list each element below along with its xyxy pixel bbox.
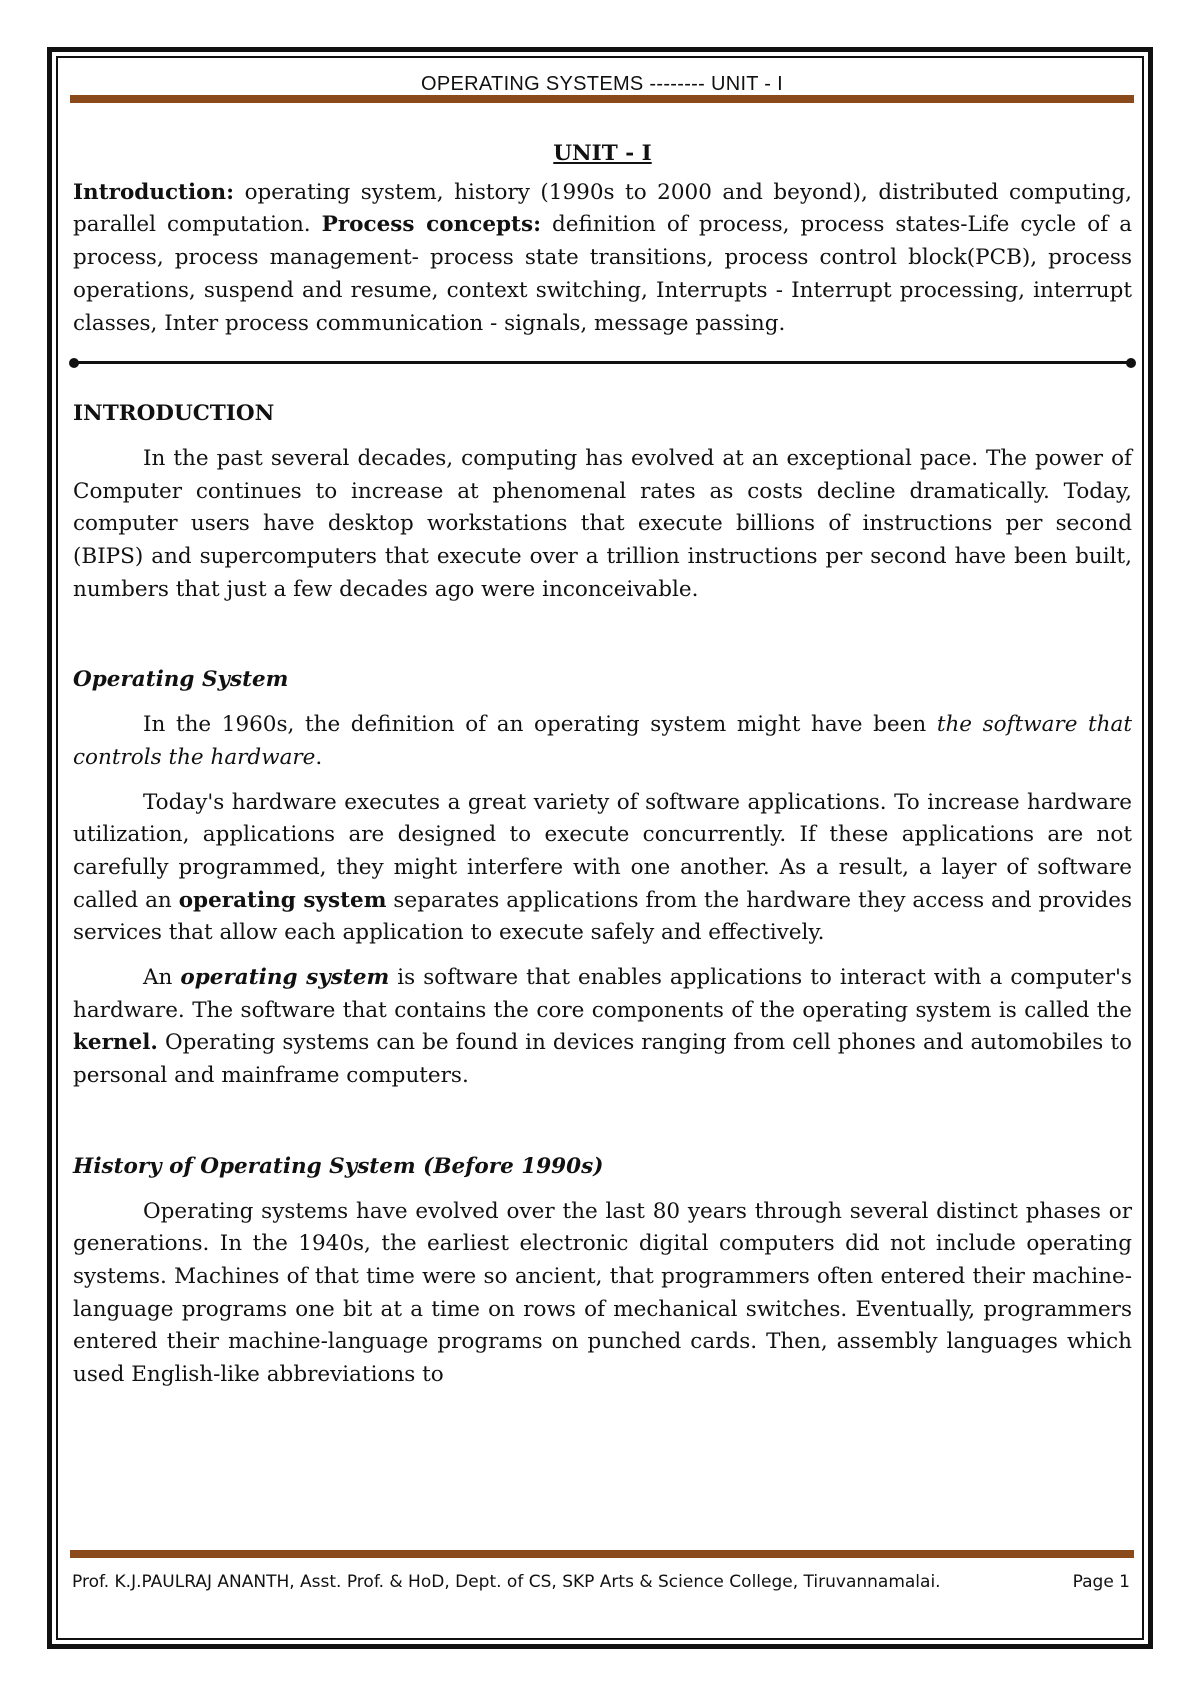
divider-line	[75, 361, 1130, 364]
page-footer	[72, 1572, 1130, 1592]
operating-system-heading: Operating System	[73, 667, 289, 693]
kernel-term: kernel.	[73, 1030, 158, 1056]
section-divider	[69, 358, 1136, 368]
history-heading: History of Operating System (Before 1990s)	[73, 1153, 604, 1179]
os-paragraph-2: Today's hardware executes a great variety of software applications. To increase hardware utilization, applications are designed to execute concurrently. If these applications are not carefully programmed, they might interfere with one another. As a result, a layer of software called an operating system separates applications from the hardware they access and provides services that allow each application to execute safely and effectively.	[73, 789, 1133, 946]
intro-text: operating system, history (1990s to 2000 and beyond), distributed computing, parallel computation.	[73, 179, 1132, 238]
page-header: OPERATING SYSTEMS -------- UNIT - I	[421, 73, 783, 95]
os-paragraph-1: In the 1960s, the definition of an operating system might have been the software that controls the hardware.	[73, 712, 1132, 770]
process-label: Process concepts:	[321, 212, 542, 238]
unit-title: UNIT - I	[553, 141, 652, 166]
os-term-bold-italic: operating system	[180, 965, 390, 991]
syllabus-paragraph	[73, 177, 1132, 341]
introduction-heading: INTRODUCTION	[73, 401, 275, 427]
introduction-paragraph: In the past several decades, computing has evolved at an exceptional pace. The power of Computer continues to increase at phenomenal rates as costs decline dramatically. Today, computer users have desktop workstations that execute billions of instructions per second (BIPS) and supercomputers that execute over a trillion instructions per second have been built, numbers that just a few decades ago were inconceivable.	[73, 445, 1132, 602]
footer-rule	[70, 1550, 1134, 1558]
intro-label: Introduction:	[73, 179, 235, 205]
page-number: Page 1	[1072, 1572, 1130, 1592]
history-paragraph: Operating systems have evolved over the last 80 years through several distinct phases or generations. In the 1940s, the earliest electronic digital computers did not include operating systems. Machines of that time were so ancient, that programmers often entered their machine-language programs one bit at a time on rows of mechanical switches. Eventually, programmers entered their machine-language programs on punched cards. Then, assembly languages which used English-like abbreviations to	[73, 1198, 1132, 1388]
os-definition-italic: the software that controls the hardware	[73, 712, 1132, 770]
os-paragraph-3: An operating system is software that enables applications to interact with a computer's hardware. The software that contains the core components of the operating system is called the kernel. Operating systems can be found in devices ranging from cell phones and automobiles to personal and mainframe computers.	[73, 965, 1132, 1089]
divider-dot-right	[1126, 358, 1136, 368]
footer-author: Prof. K.J.PAULRAJ ANANTH, Asst. Prof. & HoD, Dept. of CS, SKP Arts & Science College, Tiruvannamalai.	[72, 1572, 941, 1592]
page-content	[73, 138, 1132, 1392]
header-rule	[70, 95, 1134, 103]
os-term-bold: operating system	[178, 887, 387, 913]
process-text: definition of process, process states-Life cycle of a process, process management- process state transitions, process control block(PCB), process operations, suspend and resume, context switching, Interrupts - Interrupt processing, interrupt classes, Inter process communication - signals, message passing.	[73, 212, 1133, 336]
